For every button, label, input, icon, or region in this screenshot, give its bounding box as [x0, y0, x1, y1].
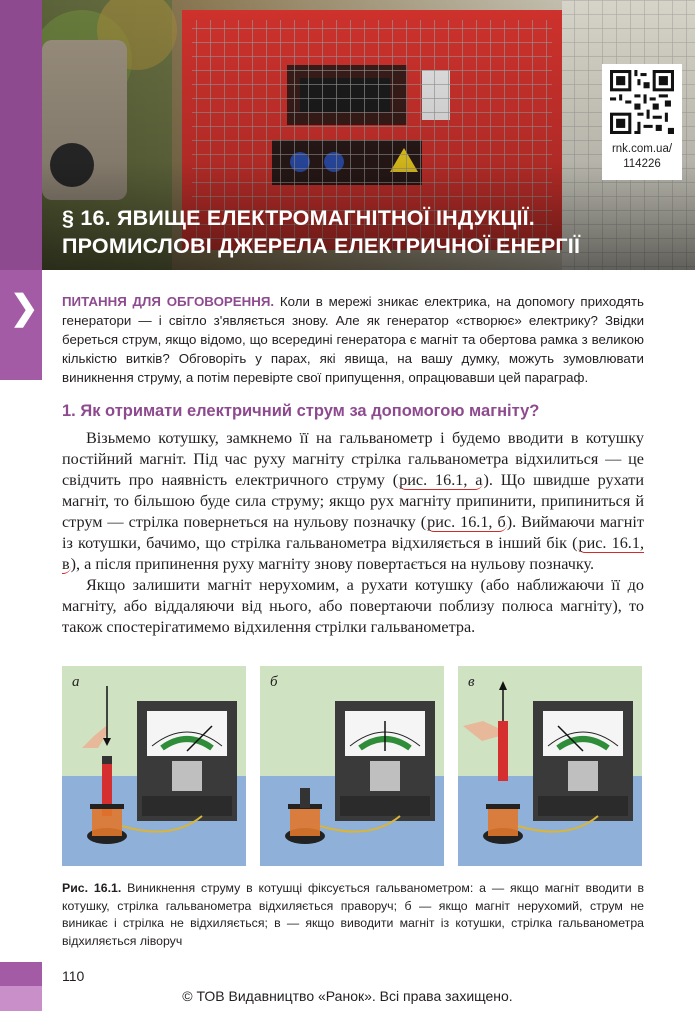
copyright-notice: © ТОВ Видавництво «Ранок». Всі права захищено.	[182, 988, 513, 1004]
section-heading: 1. Як отримати електричний струм за допомогою магніту?	[62, 402, 540, 420]
header-photo	[42, 0, 695, 270]
paragraph-2: Якщо залишити магніт нерухомим, а рухати котушку (або наближаючи її до магніту, або віддаляючи від нього, або повертаючи поблизу полюса магніту), то також спостерігатимемо відхилення стрілки гальванометра.	[62, 576, 644, 636]
figure-caption	[62, 880, 644, 950]
sidebar-band-top	[0, 0, 42, 270]
galvanometer-magnet-still-illustration	[260, 666, 444, 866]
sidebar-band-footer	[0, 962, 42, 986]
figure-ref-c[interactable]: рис. 16.1, в	[62, 534, 644, 573]
qr-code-icon	[610, 70, 674, 134]
discussion-text: Коли в мережі зникає електрика, на допомогу приходять генератори — і світло з'являється знову. Але як генератор «створює» електрику? Звідки береться струм, якщо відомо, що всередині генератора є магніт та обертова рамка з великою кількістю витків? Обговоріть у парах, які явища, на вашу думку, можуть зумовлювати виникнення струму, а потім перевірте свої припущення, опрацювавши цей параграф.	[62, 294, 644, 385]
paragraph-1-part-d: ), а після припинення руху магніту знову повертається на нульову позначку.	[70, 555, 595, 573]
body-text	[62, 428, 644, 638]
figure-letter-a: а	[72, 674, 80, 690]
figure-letter-b: б	[270, 674, 278, 690]
figure-panel-b	[260, 666, 444, 866]
galvanometer-magnet-out-illustration	[458, 666, 642, 866]
chevron-right-icon: ❯	[10, 289, 39, 327]
page-title-line1: § 16. ЯВИЩЕ ЕЛЕКТРОМАГНІТНОЇ ІНДУКЦІЇ.	[62, 206, 535, 230]
figure-panel-c	[458, 666, 642, 866]
paragraph-1-part-c: ). Виймаючи магніт із котушки, бачимо, що стрілка гальванометра відхиляється в інший бік (	[62, 513, 644, 552]
qr-url-line1: rnk.com.ua/	[611, 143, 673, 155]
caption-label: Рис. 16.1.	[62, 881, 122, 895]
page-title	[62, 204, 682, 260]
figure-16-1	[62, 666, 644, 866]
discussion-lead: ПИТАННЯ ДЛЯ ОБГОВОРЕННЯ.	[62, 294, 275, 309]
qr-url-line2: 114226	[623, 158, 661, 170]
page-title-line2: ПРОМИСЛОВІ ДЖЕРЕЛА ЕЛЕКТРИЧНОЇ ЕНЕРГІЇ	[62, 234, 581, 258]
figure-letter-c: в	[468, 674, 475, 690]
paragraph-1	[62, 428, 644, 575]
page-number: 110	[62, 968, 85, 984]
qr-code-box[interactable]	[602, 64, 682, 180]
paragraph-1-part-a: Візьмемо котушку, замкнемо її на гальванометр і будемо вводити в котушку постійний магніт. Під час руху магніту стрілка гальванометра відхилиться — це свідчить про наявність електричного струму (	[62, 429, 644, 489]
paragraph-1-part-b: ). Що швидше рухати магніт, то більшою буде сила струму; якщо рух магніту припинити, припиниться й струм — стрілка повернеться на нульову позначку (	[62, 471, 644, 531]
galvanometer-magnet-in-illustration	[62, 666, 246, 866]
discussion-question	[62, 292, 644, 387]
qr-url	[602, 142, 682, 172]
caption-text: Виникнення струму в котушці фіксується гальванометром: а — якщо магніт вводити в котушку, стрілка гальванометра відхиляється праворуч; б — якщо магніт нерухомий, струм не виникає і стрілка не відхиляється; в — якщо виводити магніт із котушки, стрілка гальванометра відхиляється ліворуч	[62, 881, 644, 948]
figure-ref-b[interactable]: рис. 16.1, б	[427, 513, 506, 531]
figure-ref-a[interactable]: рис. 16.1, а	[399, 471, 483, 489]
figure-panel-a	[62, 666, 246, 866]
